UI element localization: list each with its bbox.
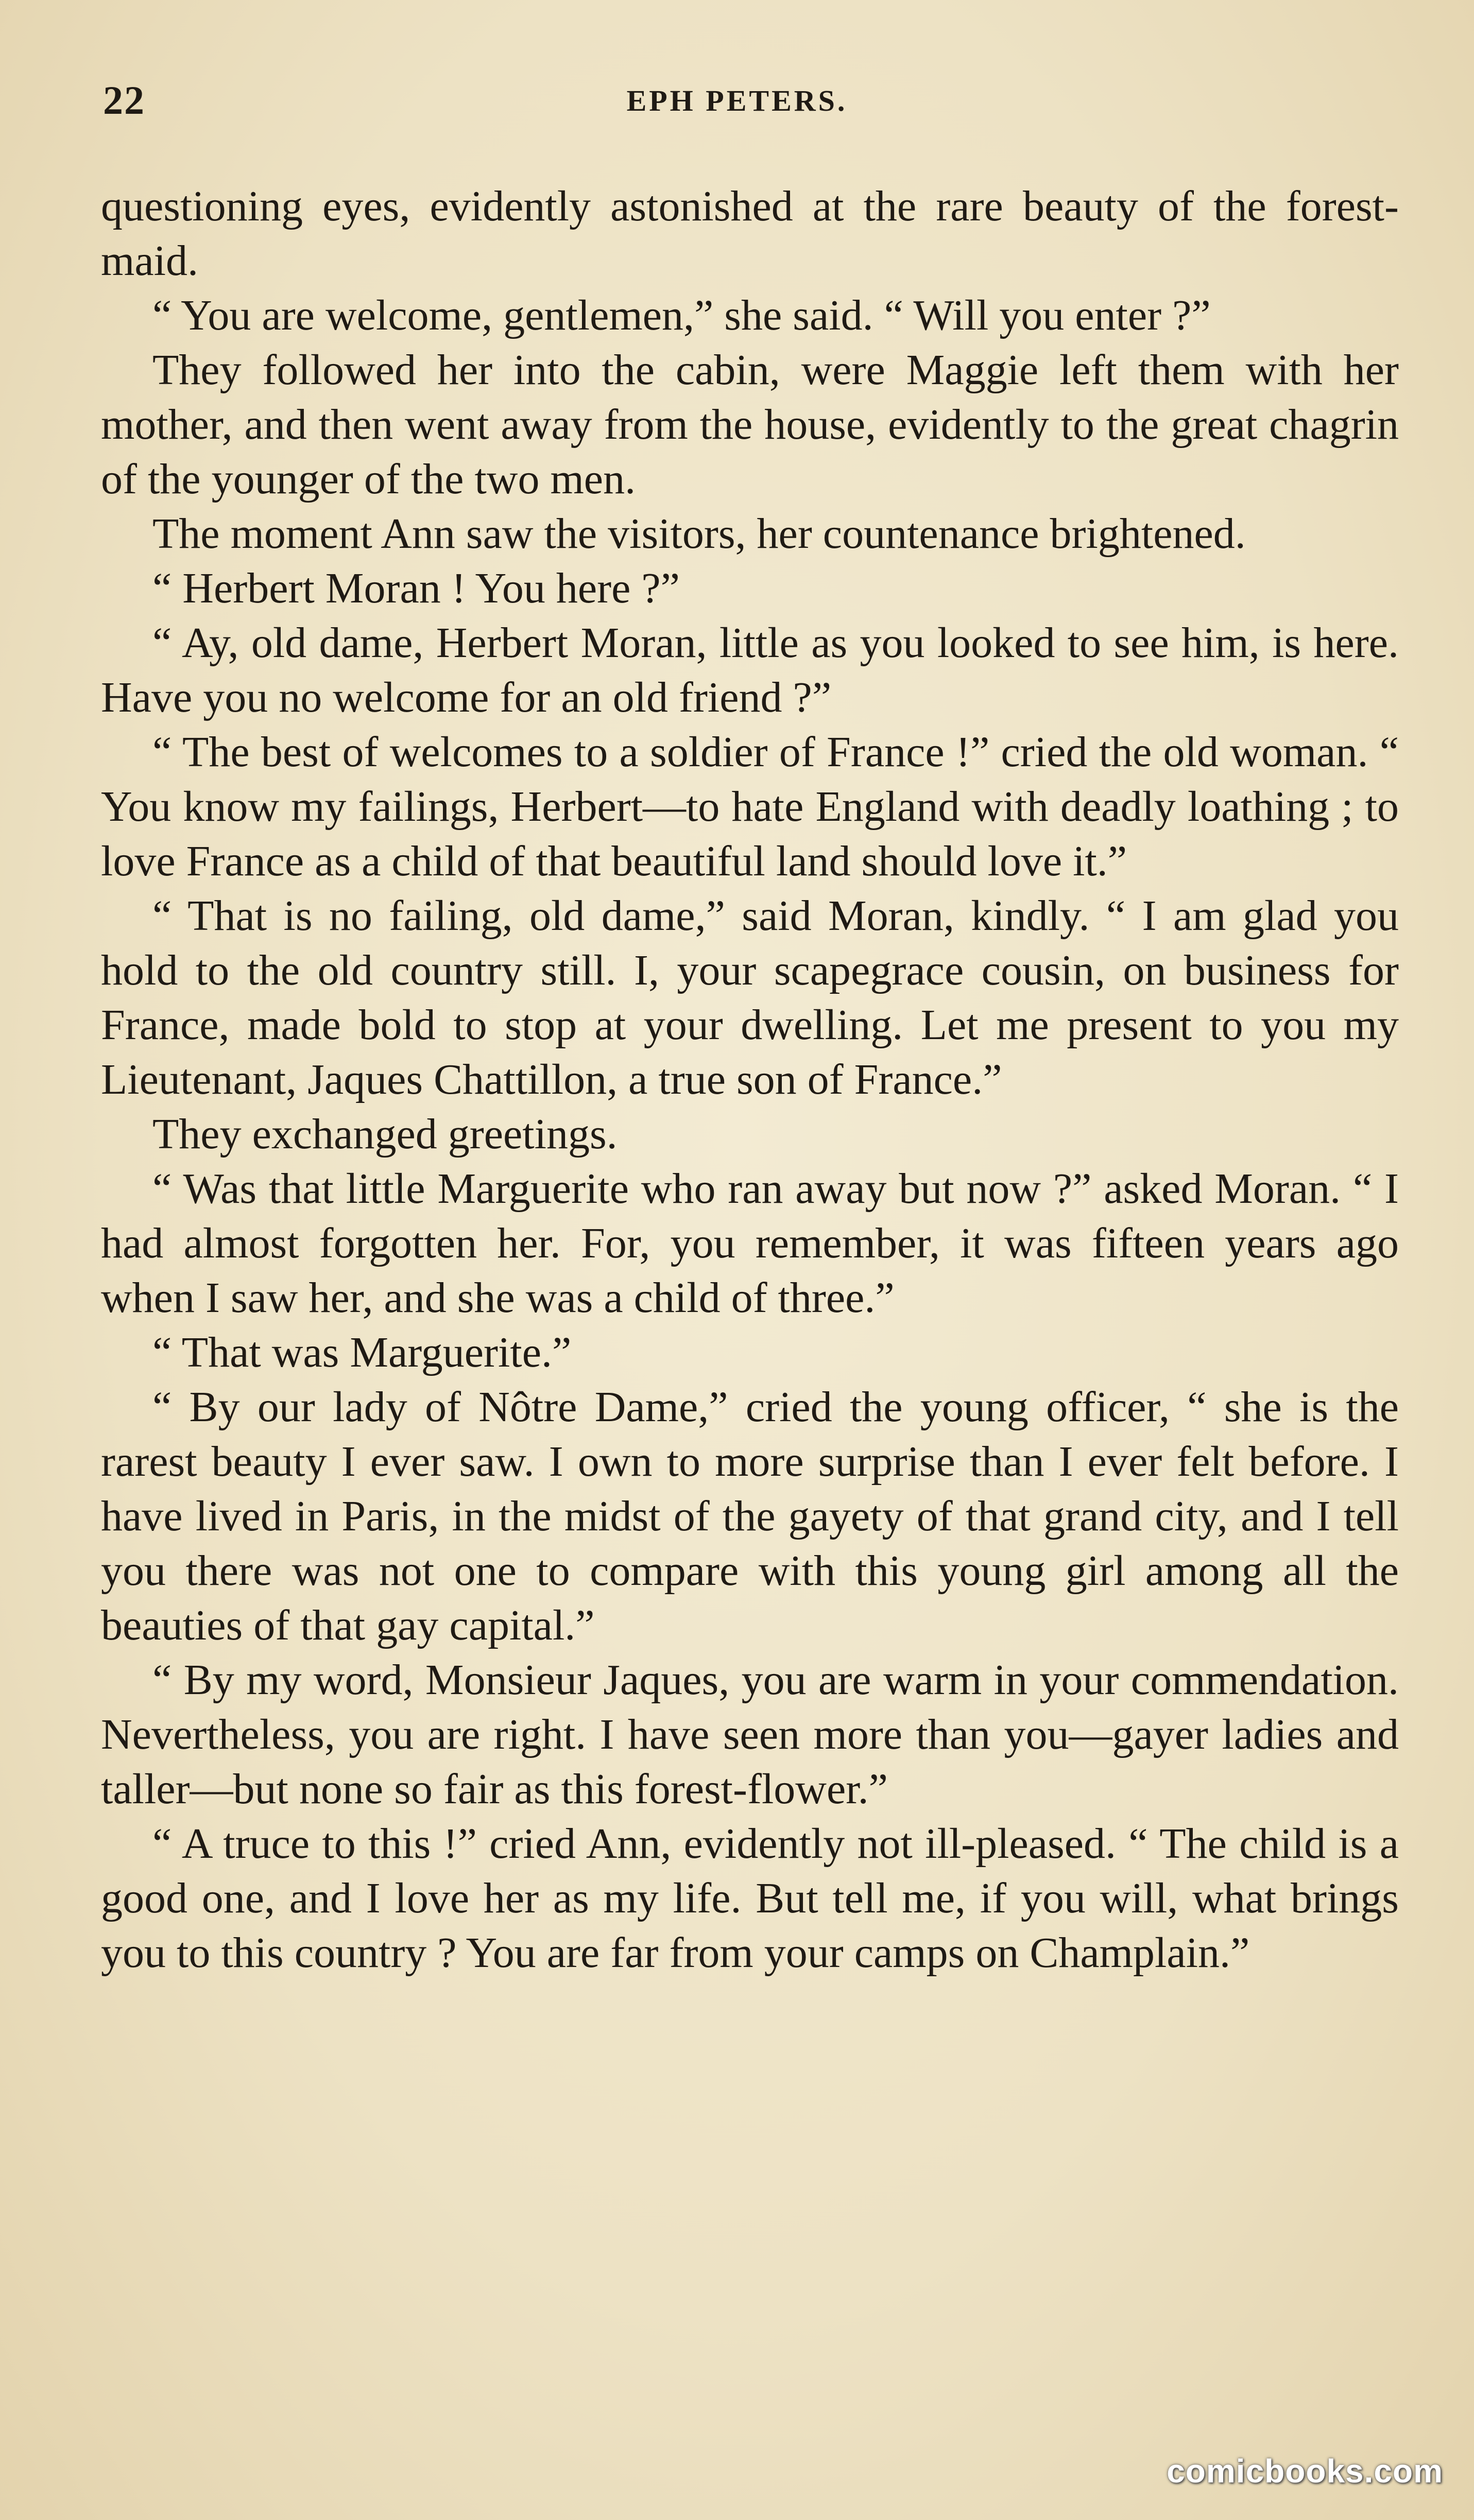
- paragraph: questioning eyes, evidently astonished at the rare beauty of the forest-maid.: [101, 182, 1399, 285]
- paragraph: They exchanged greetings.: [152, 1110, 618, 1158]
- paragraph: “ The best of welcomes to a soldier of France !” cried the old woman. “ You know my failings, Herbert—to hate England with deadly loathing ; to love France as a child of that beautiful land should love it.”: [101, 728, 1399, 885]
- paragraph: “ Ay, old dame, Herbert Moran, little as you looked to see him, is here. Have you no welcome for an old friend ?”: [101, 619, 1399, 721]
- body-text: [101, 179, 1399, 1980]
- paragraph: “ You are welcome, gentlemen,” she said. “ Will you enter ?”: [152, 291, 1211, 339]
- paragraph: “ That is no failing, old dame,” said Moran, kindly. “ I am glad you hold to the old country still. I, your scapegrace cousin, on business for France, made bold to stop at your dwelling. Let me present to you my Lieutenant, Jaques Chattillon, a true son of France.”: [101, 892, 1399, 1103]
- paragraph: “ Was that little Marguerite who ran away but now ?” asked Moran. “ I had almost forgotten her. For, you remember, it was fifteen years ago when I saw her, and she was a child of three.”: [101, 1165, 1399, 1322]
- running-head: EPH PETERS.: [626, 84, 848, 117]
- paragraph: “ Herbert Moran ! You here ?”: [152, 564, 680, 612]
- page-header: [98, 77, 1376, 139]
- paragraph: “ A truce to this !” cried Ann, evidently not ill-pleased. “ The child is a good one, and I love her as my life. But tell me, if you will, what brings you to this country ? You are far from your camps on Champlain.”: [101, 1820, 1399, 1977]
- watermark: comicbooks.com: [1167, 2453, 1443, 2490]
- paragraph: “ By my word, Monsieur Jaques, you are warm in your commendation. Nevertheless, you are right. I have seen more than you—gayer ladies and taller—but none so fair as this forest-flower.”: [101, 1656, 1399, 1813]
- paragraph: They followed her into the cabin, were Maggie left them with her mother, and then went away from the house, evidently to the great chagrin of the younger of the two men.: [101, 346, 1399, 503]
- paragraph: “ That was Marguerite.”: [152, 1328, 572, 1376]
- page-number: 22: [103, 78, 145, 123]
- paragraph: “ By our lady of Nôtre Dame,” cried the young officer, “ she is the rarest beauty I ever saw. I own to more surprise than I ever felt before. I have lived in Paris, in the midst of the gayety of that grand city, and I tell you there was not one to compare with this young girl among all the beauties of that gay capital.”: [101, 1383, 1399, 1649]
- paragraph: The moment Ann saw the visitors, her countenance brightened.: [152, 510, 1246, 558]
